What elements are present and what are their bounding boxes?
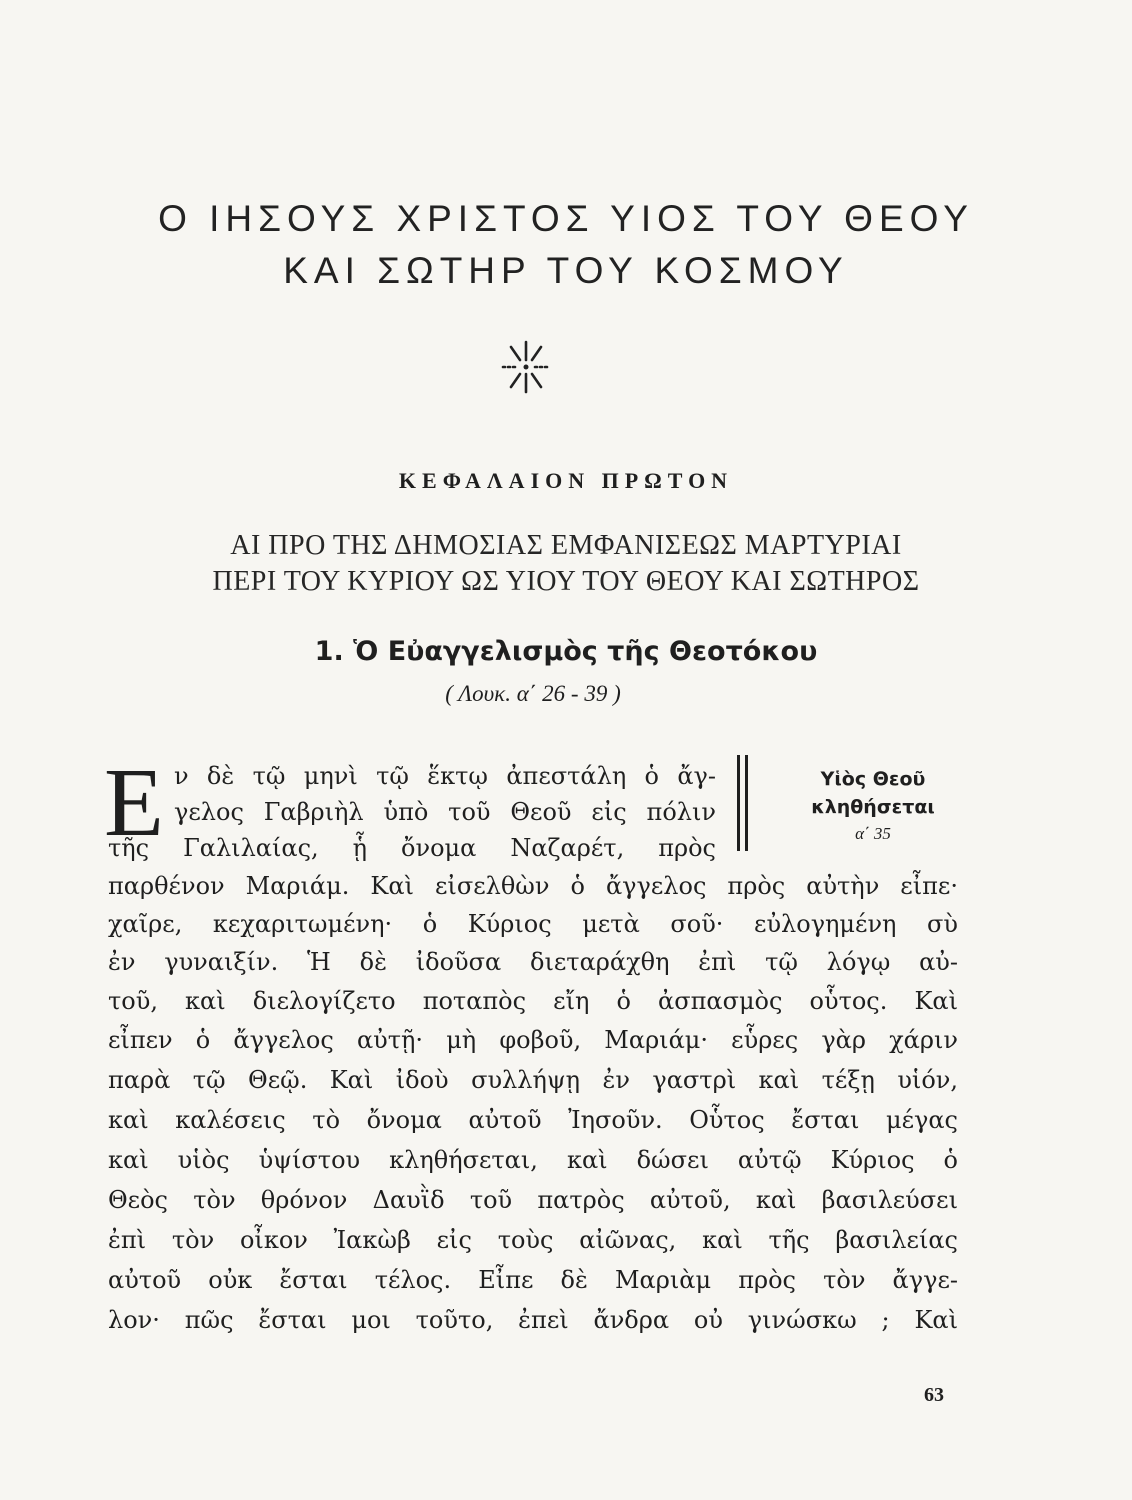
chapter-heading: ΚΕΦΑΛΑΙΟΝ ΠΡΩΤΟΝ: [398, 468, 734, 493]
body-line: χαῖρε, κεχαριτωμένη· ὁ Κύριος μετὰ σοῦ· εὐλογημένη σὺ: [108, 910, 958, 938]
body-line: παρθένον Μαριάμ. Καὶ εἰσελθὼν ὁ ἄγγελος πρὸς αὐτὴν εἶπε·: [108, 872, 958, 900]
body-line: καὶ υἱὸς ὑψίστου κληθήσεται, καὶ δώσει αὐτῷ Κύριος ὁ: [108, 1146, 958, 1174]
page-number: 63: [924, 1384, 944, 1406]
chapter-subtitle-line-1: ΑΙ ΠΡΟ ΤΗΣ ΔΗΜΟΣΙΑΣ ΕΜΦΑΝΙΣΕΩΣ ΜΑΡΤΥΡΙΑΙ: [230, 530, 902, 561]
body-line: αὐτοῦ οὐκ ἔσται τέλος. Εἶπε δὲ Μαριὰμ πρὸς τὸν ἄγγε-: [108, 1266, 958, 1294]
body-line: γελος Γαβριὴλ ὑπὸ τοῦ Θεοῦ εἰς πόλιν: [174, 798, 716, 826]
body-line: παρὰ τῷ Θεῷ. Καὶ ἰδοὺ συλλήψῃ ἐν γαστρὶ καὶ τέξῃ υἱόν,: [108, 1066, 958, 1094]
body-line: ἐν γυναιξίν. Ἡ δὲ ἰδοῦσα διεταράχθη ἐπὶ τῷ λόγῳ αὐ-: [108, 948, 958, 976]
body-line: τοῦ, καὶ διελογίζετο ποταπὸς εἴη ὁ ἀσπασμὸς οὗτος. Καὶ: [108, 987, 958, 1015]
margin-note-reference: α΄ 35: [855, 824, 891, 843]
body-line: ν δὲ τῷ μηνὶ τῷ ἕκτῳ ἀπεστάλη ὁ ἄγ-: [174, 762, 716, 790]
body-line: ἐπὶ τὸν οἶκον Ἰακὼβ εἰς τοὺς αἰῶνας, καὶ τῆς βασιλείας: [108, 1226, 958, 1254]
body-line: τῆς Γαλιλαίας, ᾗ ὄνομα Ναζαρέτ, πρὸς: [108, 834, 716, 862]
section-title: 1. Ὁ Εὐαγγελισμὸς τῆς Θεοτόκου: [314, 636, 818, 667]
body-line: καὶ καλέσεις τὸ ὄνομα αὐτοῦ Ἰησοῦν. Οὗτος ἔσται μέγας: [108, 1106, 958, 1134]
scripture-reference: ( Λουκ. α΄ 26 - 39 ): [445, 681, 621, 706]
margin-rule-left: [737, 755, 740, 851]
chapter-subtitle-line-2: ΠΕΡΙ ΤΟΥ ΚΥΡΙΟΥ ΩΣ ΥΙΟΥ ΤΟΥ ΘΕΟΥ ΚΑΙ ΣΩΤΗΡΟΣ: [212, 566, 920, 597]
page-title-line-2: ΚΑΙ ΣΩΤΗΡ ΤΟΥ ΚΟΣΜΟΥ: [283, 250, 849, 291]
ornament-icon: [497, 336, 555, 398]
page-title-line-1: Ο ΙΗΣΟΥΣ ΧΡΙΣΤΟΣ ΥΙΟΣ ΤΟΥ ΘΕΟΥ: [158, 198, 974, 239]
margin-rule-right: [745, 755, 748, 851]
body-line: λον· πῶς ἔσται μοι τοῦτο, ἐπεὶ ἄνδρα οὐ γινώσκω ; Καὶ: [108, 1306, 958, 1334]
margin-note-line-2: κληθήσεται: [811, 796, 935, 818]
body-line: εἶπεν ὁ ἄγγελος αὐτῇ· μὴ φοβοῦ, Μαριάμ· εὗρες γὰρ χάριν: [108, 1026, 958, 1054]
body-line: Θεὸς τὸν θρόνον Δαυῒδ τοῦ πατρὸς αὐτοῦ, καὶ βασιλεύσει: [108, 1186, 958, 1214]
margin-note-line-1: Υἱὸς Θεοῦ: [820, 768, 926, 790]
drop-cap: Ε: [104, 749, 164, 857]
